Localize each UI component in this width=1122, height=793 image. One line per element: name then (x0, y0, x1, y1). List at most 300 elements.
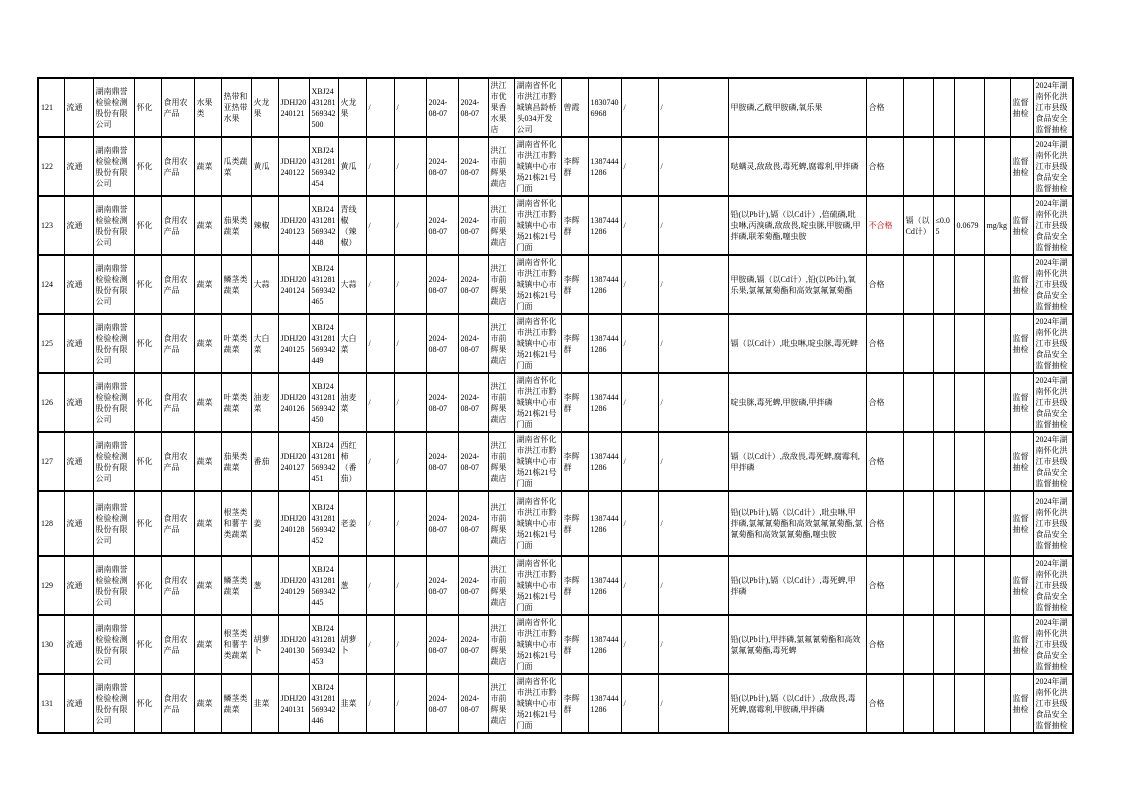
cell-store: 洪江市前辉果蔬店 (488, 674, 514, 733)
table-row (38, 255, 1073, 314)
cell-sample_name: 胡萝卜 (338, 615, 366, 674)
cell-prod_date: 2024-08-07 (426, 255, 458, 314)
cell-result: 合格 (866, 137, 903, 196)
cell-subsub: 鳞茎类蔬菜 (221, 674, 251, 733)
cell-prod_date: 2024-08-07 (426, 615, 458, 674)
cell-phone: 13874441286 (588, 556, 621, 615)
cell-seq: 122 (38, 137, 64, 196)
cell-region: 怀化 (134, 137, 161, 196)
cell-result: 合格 (866, 615, 903, 674)
cell-result: 合格 (866, 491, 903, 556)
cell-subsub: 热带和亚热带水果 (221, 78, 251, 137)
cell-subcat: 蔬菜 (194, 255, 221, 314)
cell-slash1: / (621, 491, 658, 556)
cell-report_no: XBJ24431281569342445 (309, 556, 338, 615)
cell-category: 食用农产品 (161, 314, 194, 373)
table-row (38, 556, 1073, 615)
cell-report_no: XBJ24431281569342465 (309, 255, 338, 314)
cell-prod_date: 2024-08-07 (426, 373, 458, 432)
cell-spec: / (394, 432, 426, 491)
cell-task_name: 2024年湖南怀化洪江市县级食品安全监督抽检 (1033, 491, 1073, 556)
cell-link: 流通 (64, 373, 93, 432)
cell-region: 怀化 (134, 615, 161, 674)
cell-sample_name: 葱 (338, 556, 366, 615)
cell-spec: / (394, 491, 426, 556)
cell-item: 大白菜 (251, 314, 278, 373)
cell-sample_date: 2024-08-07 (458, 196, 488, 255)
cell-category: 食用农产品 (161, 373, 194, 432)
cell-sample_no: JDHJ20240130 (278, 615, 309, 674)
cell-store: 洪江市前辉果蔬店 (488, 615, 514, 674)
cell-slash2: / (658, 373, 728, 432)
cell-unit (984, 373, 1010, 432)
cell-sample_name: 西红柿（番茄） (338, 432, 366, 491)
cell-task_name: 2024年湖南怀化洪江市县级食品安全监督抽检 (1033, 137, 1073, 196)
cell-sample_date: 2024-08-07 (458, 491, 488, 556)
cell-region: 怀化 (134, 255, 161, 314)
cell-prod_date: 2024-08-07 (426, 137, 458, 196)
cell-category: 食用农产品 (161, 556, 194, 615)
cell-item: 韭菜 (251, 674, 278, 733)
cell-standard (933, 314, 954, 373)
cell-unit (984, 255, 1010, 314)
cell-measured (954, 674, 984, 733)
cell-slash1: / (621, 373, 658, 432)
cell-address: 湖南省怀化市洪江市黔城镇中心市场21栋21号门面 (514, 314, 561, 373)
cell-task_name: 2024年湖南怀化洪江市县级食品安全监督抽检 (1033, 432, 1073, 491)
cell-sample_date: 2024-08-07 (458, 78, 488, 137)
cell-store: 洪江市前辉果蔬店 (488, 196, 514, 255)
cell-sample_date: 2024-08-07 (458, 674, 488, 733)
cell-seq: 127 (38, 432, 64, 491)
cell-measured (954, 373, 984, 432)
cell-task_name: 2024年湖南怀化洪江市县级食品安全监督抽检 (1033, 615, 1073, 674)
cell-link: 流通 (64, 491, 93, 556)
cell-phone: 13874441286 (588, 137, 621, 196)
cell-address: 湖南省怀化市洪江市黔城镇中心市场21栋21号门面 (514, 556, 561, 615)
cell-store: 洪江市前辉果蔬店 (488, 491, 514, 556)
cell-task_type: 监督抽检 (1010, 674, 1033, 733)
cell-unit (984, 556, 1010, 615)
cell-subcat: 蔬菜 (194, 615, 221, 674)
cell-address: 湖南省怀化市洪江市黔城镇中心市场21栋21号门面 (514, 491, 561, 556)
cell-trademark: / (366, 373, 394, 432)
cell-category: 食用农产品 (161, 491, 194, 556)
cell-agency: 湖南鼎誉检验检测股份有限公司 (93, 314, 134, 373)
cell-phone: 13874441286 (588, 314, 621, 373)
cell-sample_date: 2024-08-07 (458, 255, 488, 314)
cell-category: 食用农产品 (161, 78, 194, 137)
cell-slash2: / (658, 314, 728, 373)
cell-standard (933, 137, 954, 196)
cell-trademark: / (366, 255, 394, 314)
cell-store: 洪江市前辉果蔬店 (488, 255, 514, 314)
cell-prod_date: 2024-08-07 (426, 196, 458, 255)
cell-subcat: 蔬菜 (194, 137, 221, 196)
cell-person: 李辉群 (561, 491, 588, 556)
cell-link: 流通 (64, 615, 93, 674)
cell-slash1: / (621, 137, 658, 196)
cell-slash1: / (621, 314, 658, 373)
cell-person: 李辉群 (561, 314, 588, 373)
cell-sample_no: JDHJ20240127 (278, 432, 309, 491)
cell-subsub: 根茎类和薯芋类蔬菜 (221, 491, 251, 556)
cell-task_name: 2024年湖南怀化洪江市县级食品安全监督抽检 (1033, 255, 1073, 314)
cell-tests: 哒螨灵,敌敌畏,毒死蜱,腐霉利,甲拌磷 (728, 137, 866, 196)
cell-seq: 121 (38, 78, 64, 137)
cell-fail_item: 镉（以Cd计） (903, 196, 933, 255)
table-row (38, 196, 1073, 255)
cell-task_name: 2024年湖南怀化洪江市县级食品安全监督抽检 (1033, 314, 1073, 373)
cell-trademark: / (366, 196, 394, 255)
cell-fail_item (903, 255, 933, 314)
cell-spec: / (394, 137, 426, 196)
cell-standard (933, 373, 954, 432)
cell-address: 湖南省怀化市洪江市黔城镇昌龄桥头034开发公司 (514, 78, 561, 137)
cell-standard (933, 255, 954, 314)
table-row (38, 314, 1073, 373)
cell-sample_no: JDHJ20240128 (278, 491, 309, 556)
cell-report_no: XBJ24431281569342451 (309, 432, 338, 491)
cell-task_type: 监督抽检 (1010, 78, 1033, 137)
cell-store: 洪江市前辉果蔬店 (488, 556, 514, 615)
cell-subcat: 水果类 (194, 78, 221, 137)
cell-standard (933, 556, 954, 615)
cell-subcat: 蔬菜 (194, 314, 221, 373)
cell-region: 怀化 (134, 373, 161, 432)
cell-unit: mg/kg (984, 196, 1010, 255)
cell-link: 流通 (64, 255, 93, 314)
cell-task_name: 2024年湖南怀化洪江市县级食品安全监督抽检 (1033, 196, 1073, 255)
cell-link: 流通 (64, 674, 93, 733)
cell-item: 胡萝卜 (251, 615, 278, 674)
cell-result: 合格 (866, 556, 903, 615)
cell-sample_name: 青线椒（辣椒） (338, 196, 366, 255)
cell-slash2: / (658, 556, 728, 615)
cell-item: 姜 (251, 491, 278, 556)
cell-sample_date: 2024-08-07 (458, 432, 488, 491)
cell-person: 李辉群 (561, 255, 588, 314)
cell-address: 湖南省怀化市洪江市黔城镇中心市场21栋21号门面 (514, 255, 561, 314)
cell-sample_date: 2024-08-07 (458, 137, 488, 196)
cell-region: 怀化 (134, 78, 161, 137)
cell-unit (984, 137, 1010, 196)
cell-slash2: / (658, 255, 728, 314)
cell-fail_item (903, 491, 933, 556)
table-row (38, 615, 1073, 674)
cell-store: 洪江市优果香水果店 (488, 78, 514, 137)
cell-fail_item (903, 556, 933, 615)
cell-tests: 铅(以Pb计),镉（以Cd计）,倍硫磷,吡虫啉,丙溴磷,敌敌畏,啶虫脒,甲胺磷,甲拌磷,联苯菊酯,噻虫胺 (728, 196, 866, 255)
cell-task_name: 2024年湖南怀化洪江市县级食品安全监督抽检 (1033, 556, 1073, 615)
cell-task_type: 监督抽检 (1010, 137, 1033, 196)
cell-prod_date: 2024-08-07 (426, 674, 458, 733)
cell-region: 怀化 (134, 432, 161, 491)
cell-link: 流通 (64, 78, 93, 137)
cell-agency: 湖南鼎誉检验检测股份有限公司 (93, 137, 134, 196)
cell-sample_date: 2024-08-07 (458, 556, 488, 615)
cell-slash2: / (658, 196, 728, 255)
cell-slash1: / (621, 78, 658, 137)
cell-link: 流通 (64, 137, 93, 196)
cell-region: 怀化 (134, 314, 161, 373)
cell-sample_no: JDHJ20240131 (278, 674, 309, 733)
cell-subsub: 根茎类和薯芋类蔬菜 (221, 615, 251, 674)
cell-sample_date: 2024-08-07 (458, 314, 488, 373)
cell-task_name: 2024年湖南怀化洪江市县级食品安全监督抽检 (1033, 674, 1073, 733)
cell-prod_date: 2024-08-07 (426, 314, 458, 373)
cell-tests: 甲胺磷,镉（以Cd计）,铅(以Pb计),氧乐果,氯氟氰菊酯和高效氯氟氰菊酯 (728, 255, 866, 314)
cell-report_no: XBJ24431281569342450 (309, 373, 338, 432)
cell-subsub: 瓜类蔬菜 (221, 137, 251, 196)
cell-slash2: / (658, 432, 728, 491)
cell-report_no: XBJ24431281569342448 (309, 196, 338, 255)
cell-agency: 湖南鼎誉检验检测股份有限公司 (93, 432, 134, 491)
cell-fail_item (903, 78, 933, 137)
cell-address: 湖南省怀化市洪江市黔城镇中心市场21栋21号门面 (514, 137, 561, 196)
cell-trademark: / (366, 78, 394, 137)
cell-spec: / (394, 78, 426, 137)
cell-phone: 13874441286 (588, 491, 621, 556)
cell-sample_name: 老姜 (338, 491, 366, 556)
cell-fail_item (903, 137, 933, 196)
cell-task_type: 监督抽检 (1010, 196, 1033, 255)
cell-person: 李辉群 (561, 556, 588, 615)
cell-item: 葱 (251, 556, 278, 615)
cell-spec: / (394, 314, 426, 373)
cell-phone: 13874441286 (588, 674, 621, 733)
cell-agency: 湖南鼎誉检验检测股份有限公司 (93, 615, 134, 674)
cell-subsub: 叶菜类蔬菜 (221, 373, 251, 432)
cell-link: 流通 (64, 556, 93, 615)
cell-measured (954, 615, 984, 674)
cell-subcat: 蔬菜 (194, 491, 221, 556)
cell-task_type: 监督抽检 (1010, 373, 1033, 432)
cell-sample_name: 大白菜 (338, 314, 366, 373)
cell-category: 食用农产品 (161, 137, 194, 196)
cell-tests: 铅(以Pb计),镉（以Cd计）,吡虫啉,甲拌磷,氯氟氰菊酯和高效氯氟氰菊酯,氯氰菊酯和高效氯氰菊酯,噻虫胺 (728, 491, 866, 556)
cell-standard (933, 78, 954, 137)
cell-link: 流通 (64, 432, 93, 491)
cell-item: 番茄 (251, 432, 278, 491)
cell-phone: 13874441286 (588, 432, 621, 491)
cell-task_type: 监督抽检 (1010, 491, 1033, 556)
cell-result: 合格 (866, 255, 903, 314)
cell-subsub: 叶菜类蔬菜 (221, 314, 251, 373)
cell-region: 怀化 (134, 196, 161, 255)
cell-seq: 128 (38, 491, 64, 556)
cell-result: 合格 (866, 78, 903, 137)
cell-result: 合格 (866, 373, 903, 432)
table-row (38, 432, 1073, 491)
table-row (38, 137, 1073, 196)
cell-person: 李辉群 (561, 432, 588, 491)
cell-subcat: 蔬菜 (194, 674, 221, 733)
cell-link: 流通 (64, 314, 93, 373)
cell-fail_item (903, 674, 933, 733)
cell-agency: 湖南鼎誉检验检测股份有限公司 (93, 491, 134, 556)
cell-seq: 124 (38, 255, 64, 314)
cell-unit (984, 615, 1010, 674)
cell-slash2: / (658, 491, 728, 556)
cell-unit (984, 314, 1010, 373)
cell-task_type: 监督抽检 (1010, 615, 1033, 674)
cell-result: 合格 (866, 314, 903, 373)
cell-report_no: XBJ24431281569342452 (309, 491, 338, 556)
cell-sample_no: JDHJ20240129 (278, 556, 309, 615)
cell-unit (984, 78, 1010, 137)
cell-category: 食用农产品 (161, 196, 194, 255)
cell-unit (984, 491, 1010, 556)
cell-person: 李辉群 (561, 137, 588, 196)
cell-seq: 123 (38, 196, 64, 255)
cell-slash2: / (658, 615, 728, 674)
cell-fail_item (903, 432, 933, 491)
cell-task_type: 监督抽检 (1010, 255, 1033, 314)
cell-category: 食用农产品 (161, 615, 194, 674)
cell-tests: 铅(以Pb计),镉（以Cd计）,敌敌畏,毒死蜱,腐霉利,甲胺磷,甲拌磷 (728, 674, 866, 733)
cell-link: 流通 (64, 196, 93, 255)
cell-measured (954, 491, 984, 556)
cell-standard (933, 615, 954, 674)
cell-agency: 湖南鼎誉检验检测股份有限公司 (93, 78, 134, 137)
cell-sample_date: 2024-08-07 (458, 615, 488, 674)
cell-store: 洪江市前辉果蔬店 (488, 137, 514, 196)
cell-address: 湖南省怀化市洪江市黔城镇中心市场21栋21号门面 (514, 674, 561, 733)
cell-slash1: / (621, 615, 658, 674)
cell-trademark: / (366, 674, 394, 733)
cell-person: 李辉群 (561, 196, 588, 255)
cell-spec: / (394, 615, 426, 674)
cell-phone: 13874441286 (588, 373, 621, 432)
cell-region: 怀化 (134, 556, 161, 615)
cell-address: 湖南省怀化市洪江市黔城镇中心市场21栋21号门面 (514, 432, 561, 491)
cell-sample_name: 黄瓜 (338, 137, 366, 196)
cell-slash2: / (658, 78, 728, 137)
cell-report_no: XBJ24431281569342500 (309, 78, 338, 137)
cell-person: 曾霞 (561, 78, 588, 137)
cell-task_type: 监督抽检 (1010, 556, 1033, 615)
cell-sample_name: 火龙果 (338, 78, 366, 137)
cell-item: 火龙果 (251, 78, 278, 137)
cell-phone: 13874441286 (588, 255, 621, 314)
cell-person: 李辉群 (561, 674, 588, 733)
cell-tests: 甲胺磷,乙酰甲胺磷,氧乐果 (728, 78, 866, 137)
cell-result: 合格 (866, 674, 903, 733)
cell-category: 食用农产品 (161, 432, 194, 491)
cell-measured (954, 137, 984, 196)
cell-subcat: 蔬菜 (194, 196, 221, 255)
cell-phone: 18307406968 (588, 78, 621, 137)
cell-sample_no: JDHJ20240123 (278, 196, 309, 255)
cell-measured: 0.0679 (954, 196, 984, 255)
cell-subcat: 蔬菜 (194, 432, 221, 491)
cell-agency: 湖南鼎誉检验检测股份有限公司 (93, 255, 134, 314)
table-row (38, 674, 1073, 733)
cell-sample_no: JDHJ20240126 (278, 373, 309, 432)
cell-report_no: XBJ24431281569342454 (309, 137, 338, 196)
cell-report_no: XBJ24431281569342453 (309, 615, 338, 674)
cell-report_no: XBJ24431281569342449 (309, 314, 338, 373)
cell-store: 洪江市前辉果蔬店 (488, 314, 514, 373)
cell-task_type: 监督抽检 (1010, 314, 1033, 373)
cell-standard (933, 491, 954, 556)
cell-slash1: / (621, 255, 658, 314)
cell-subcat: 蔬菜 (194, 373, 221, 432)
cell-agency: 湖南鼎誉检验检测股份有限公司 (93, 373, 134, 432)
inspection-table (37, 77, 1074, 734)
cell-category: 食用农产品 (161, 674, 194, 733)
cell-measured (954, 78, 984, 137)
cell-sample_no: JDHJ20240121 (278, 78, 309, 137)
cell-subsub: 茄果类蔬菜 (221, 196, 251, 255)
cell-seq: 126 (38, 373, 64, 432)
cell-slash2: / (658, 137, 728, 196)
cell-store: 洪江市前辉果蔬店 (488, 373, 514, 432)
cell-spec: / (394, 556, 426, 615)
cell-sample_name: 油麦菜 (338, 373, 366, 432)
cell-trademark: / (366, 491, 394, 556)
cell-sample_no: JDHJ20240125 (278, 314, 309, 373)
cell-subsub: 鳞茎类蔬菜 (221, 255, 251, 314)
cell-spec: / (394, 255, 426, 314)
cell-measured (954, 314, 984, 373)
cell-tests: 镉（以Cd计）,敌敌畏,毒死蜱,腐霉利,甲拌磷 (728, 432, 866, 491)
cell-prod_date: 2024-08-07 (426, 78, 458, 137)
cell-trademark: / (366, 137, 394, 196)
cell-result: 不合格 (866, 196, 903, 255)
cell-measured (954, 255, 984, 314)
cell-seq: 131 (38, 674, 64, 733)
cell-sample_date: 2024-08-07 (458, 373, 488, 432)
cell-tests: 啶虫脒,毒死蜱,甲胺磷,甲拌磷 (728, 373, 866, 432)
cell-store: 洪江市前辉果蔬店 (488, 432, 514, 491)
cell-unit (984, 674, 1010, 733)
cell-subsub: 茄果类蔬菜 (221, 432, 251, 491)
cell-spec: / (394, 674, 426, 733)
cell-fail_item (903, 373, 933, 432)
cell-category: 食用农产品 (161, 255, 194, 314)
cell-slash1: / (621, 556, 658, 615)
cell-agency: 湖南鼎誉检验检测股份有限公司 (93, 556, 134, 615)
cell-subcat: 蔬菜 (194, 556, 221, 615)
cell-slash1: / (621, 432, 658, 491)
cell-standard (933, 432, 954, 491)
cell-item: 辣椒 (251, 196, 278, 255)
cell-person: 李辉群 (561, 373, 588, 432)
cell-person: 李辉群 (561, 615, 588, 674)
cell-standard: ≤0.05 (933, 196, 954, 255)
cell-trademark: / (366, 556, 394, 615)
cell-spec: / (394, 196, 426, 255)
cell-prod_date: 2024-08-07 (426, 432, 458, 491)
cell-sample_no: JDHJ20240124 (278, 255, 309, 314)
table-row (38, 491, 1073, 556)
cell-sample_no: JDHJ20240122 (278, 137, 309, 196)
cell-tests: 铅(以Pb计),甲拌磷,氯氟氰菊酯和高效氯氟氰菊酯,毒死蜱 (728, 615, 866, 674)
cell-unit (984, 432, 1010, 491)
cell-prod_date: 2024-08-07 (426, 491, 458, 556)
cell-region: 怀化 (134, 491, 161, 556)
cell-address: 湖南省怀化市洪江市黔城镇中心市场21栋21号门面 (514, 373, 561, 432)
cell-seq: 125 (38, 314, 64, 373)
cell-trademark: / (366, 314, 394, 373)
cell-fail_item (903, 615, 933, 674)
cell-agency: 湖南鼎誉检验检测股份有限公司 (93, 196, 134, 255)
table-row (38, 78, 1073, 137)
cell-sample_name: 大蒜 (338, 255, 366, 314)
cell-spec: / (394, 373, 426, 432)
